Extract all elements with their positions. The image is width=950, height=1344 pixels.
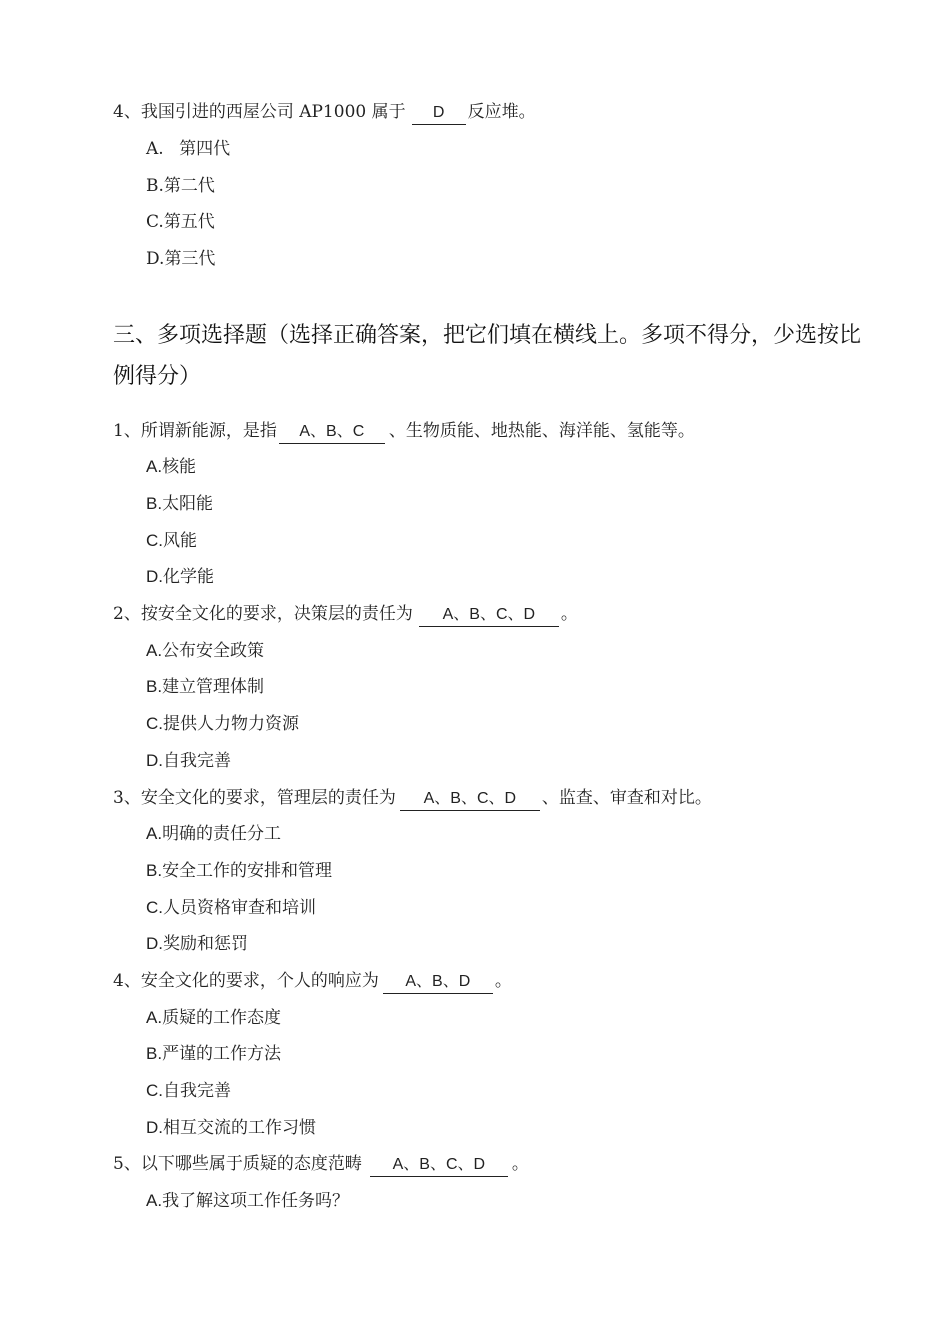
option-text: 安全工作的安排和管理: [162, 861, 333, 881]
option-text: 我了解这项工作任务吗？: [162, 1191, 350, 1211]
question-stem: [113, 602, 578, 626]
question-stem: [113, 786, 712, 810]
question-stem: [113, 1152, 529, 1176]
option-text: 第五代: [163, 212, 215, 232]
question-text: 5、以下哪些属于质疑的态度范畴: [113, 1154, 362, 1174]
option-item: [146, 137, 230, 161]
option-text: 质疑的工作态度: [162, 1008, 282, 1028]
option-item: [146, 492, 213, 516]
question-text: 2、按安全文化的要求，决策层的责任为: [113, 604, 413, 624]
option-label: A.: [146, 1191, 163, 1210]
option-item: [146, 749, 231, 773]
option-text: 太阳能: [162, 494, 214, 514]
option-item: [146, 1042, 281, 1066]
option-text: 公布安全政策: [162, 641, 265, 661]
question-text-end: 、监查、审查和对比。: [541, 788, 712, 808]
option-label: C.: [146, 714, 163, 733]
option-label: A.: [146, 824, 163, 843]
option-label: A.: [146, 457, 163, 476]
question-stem: [113, 969, 512, 993]
option-item: [146, 210, 215, 234]
option-item: [146, 455, 196, 479]
answer-blank: A、B、C: [279, 421, 385, 444]
option-item: [146, 932, 248, 956]
question-stem: [113, 100, 536, 124]
option-text: 核能: [162, 457, 197, 477]
option-label: D.: [146, 934, 163, 953]
option-item: [146, 174, 215, 198]
question-text-end: 。: [511, 1154, 529, 1174]
option-label: C.: [146, 531, 163, 550]
question-text: 1、所谓新能源，是指: [113, 421, 277, 441]
option-item: [146, 529, 197, 553]
option-item: [146, 859, 332, 883]
question-stem: [113, 419, 695, 443]
question-text-end: 。: [494, 971, 512, 991]
option-label: D.: [146, 751, 163, 770]
option-label: D.: [146, 249, 165, 269]
option-label: B.: [146, 861, 163, 880]
question-text-end: 。: [560, 604, 578, 624]
option-text: 人员资格审查和培训: [163, 898, 316, 918]
option-label: D.: [146, 567, 163, 586]
option-item: [146, 1116, 316, 1140]
option-item: [146, 1189, 349, 1213]
option-item: [146, 822, 281, 846]
option-label: D.: [146, 1118, 163, 1137]
option-label: B.: [146, 677, 163, 696]
option-item: [146, 1079, 231, 1103]
option-item: [146, 896, 316, 920]
answer-blank: A、B、C、D: [400, 788, 540, 811]
option-item: [146, 675, 264, 699]
option-text: 明确的责任分工: [162, 824, 282, 844]
option-text: 严谨的工作方法: [162, 1044, 282, 1064]
answer-blank: A、B、C、D: [419, 604, 559, 627]
option-label: B.: [146, 176, 164, 196]
option-label: B.: [146, 494, 163, 513]
option-text: 奖励和惩罚: [163, 934, 248, 954]
option-text: 第四代: [173, 139, 231, 159]
answer-blank: D: [412, 102, 466, 125]
answer-blank: A、B、D: [383, 971, 493, 994]
option-label: C.: [146, 898, 163, 917]
question-text-end: 、生物质能、地热能、海洋能、氢能等。: [388, 421, 695, 441]
option-item: [146, 247, 215, 271]
question-text: 4、安全文化的要求，个人的响应为: [113, 971, 379, 991]
question-text: 4、我国引进的西屋公司 AP1000 属于: [113, 102, 406, 122]
option-text: 第二代: [163, 176, 215, 196]
option-text: 自我完善: [163, 751, 231, 771]
option-text: 建立管理体制: [162, 677, 265, 697]
option-label: C.: [146, 212, 164, 232]
option-text: 自我完善: [163, 1081, 231, 1101]
option-item: [146, 712, 299, 736]
answer-blank: A、B、C、D: [370, 1154, 508, 1177]
question-text-end: 反应堆。: [467, 102, 536, 122]
option-label: C.: [146, 1081, 163, 1100]
option-text: 第三代: [164, 249, 216, 269]
option-label: A.: [146, 139, 164, 159]
option-label: B.: [146, 1044, 163, 1063]
option-item: [146, 1006, 281, 1030]
option-text: 相互交流的工作习惯: [163, 1118, 316, 1138]
option-text: 化学能: [163, 567, 214, 587]
section-heading: 三、多项选择题（选择正确答案，把它们填在横线上。多项不得分，少选按比例得分）: [113, 323, 862, 389]
option-item: [146, 639, 264, 663]
option-text: 风能: [163, 531, 197, 551]
option-label: A.: [146, 1008, 163, 1027]
option-item: [146, 565, 214, 589]
option-label: A.: [146, 641, 163, 660]
question-text: 3、安全文化的要求，管理层的责任为: [113, 788, 396, 808]
option-text: 提供人力物力资源: [163, 714, 299, 734]
